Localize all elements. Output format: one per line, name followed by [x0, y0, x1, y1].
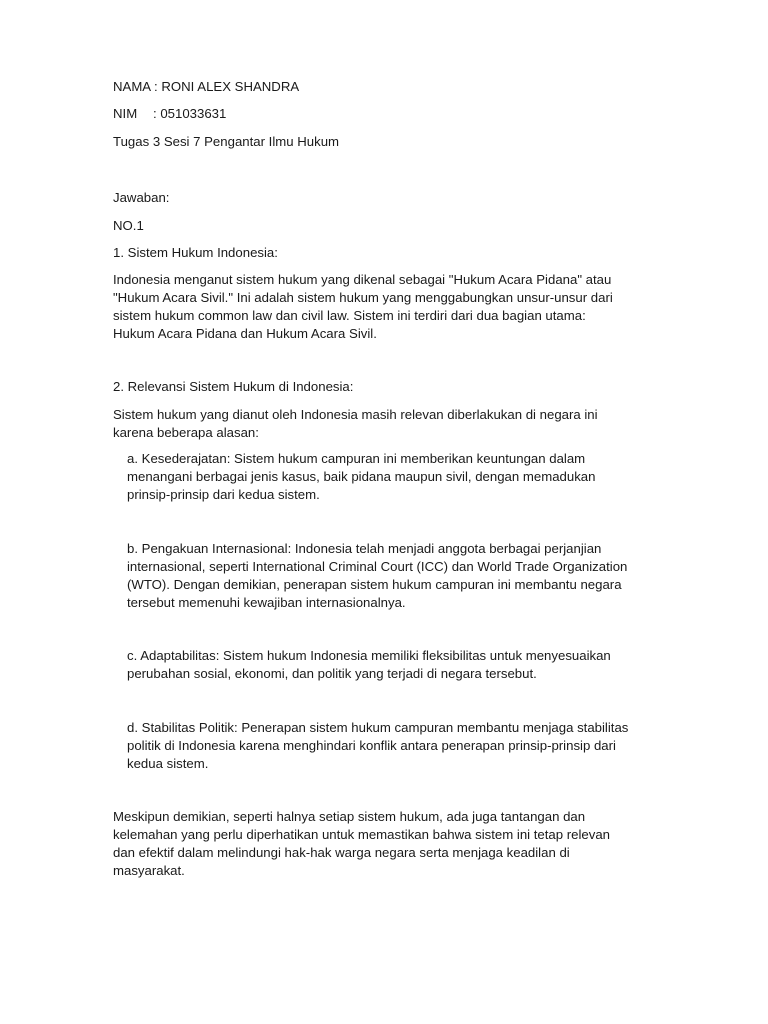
paragraph-line: Meskipun demikian, seperti halnya setiap sistem hukum, ada juga tantangan dan	[113, 809, 586, 824]
item-line: internasional, seperti International Criminal Court (ICC) dan World Trade Organization	[127, 559, 628, 574]
item-line: d. Stabilitas Politik: Penerapan sistem hukum campuran membantu menjaga stabilitas	[127, 720, 629, 735]
section-2-heading: 2. Relevansi Sistem Hukum di Indonesia:	[113, 379, 354, 394]
item-line: (WTO). Dengan demikian, penerapan sistem hukum campuran ini membantu negara	[127, 577, 622, 592]
paragraph-line: kelemahan yang perlu diperhatikan untuk memastikan bahwa sistem ini tetap relevan	[113, 827, 611, 842]
item-line: menangani berbagai jenis kasus, baik pidana maupun sivil, dengan memadukan	[127, 469, 596, 484]
item-line: perubahan sosial, ekonomi, dan politik yang terjadi di negara tersebut.	[127, 666, 537, 681]
paragraph-line: karena beberapa alasan:	[113, 425, 259, 440]
reason-item-d	[127, 719, 657, 773]
paragraph-line: "Hukum Acara Sivil." Ini adalah sistem hukum yang menggabungkan unsur-unsur dari	[113, 290, 613, 305]
item-line: kedua sistem.	[127, 756, 209, 771]
section-2-intro	[113, 406, 653, 442]
item-line: tersebut memenuhi kewajiban internasionalnya.	[127, 595, 406, 610]
reason-item-c	[127, 647, 657, 683]
nim-label: NIM	[113, 106, 138, 121]
item-line: politik di Indonesia karena menghindari konflik antara penerapan prinsip-prinsip dari	[127, 738, 616, 753]
item-line: prinsip-prinsip dari kedua sistem.	[127, 487, 320, 502]
question-number: NO.1	[113, 218, 144, 233]
nim-value: : 051033631	[153, 106, 227, 121]
section-1-paragraph	[113, 271, 653, 343]
paragraph-line: masyarakat.	[113, 863, 185, 878]
student-nim	[113, 105, 226, 123]
item-line: a. Kesederajatan: Sistem hukum campuran ini memberikan keuntungan dalam	[127, 451, 586, 466]
reason-item-b	[127, 540, 657, 612]
paragraph-line: Sistem hukum yang dianut oleh Indonesia masih relevan diberlakukan di negara ini	[113, 407, 598, 422]
closing-paragraph	[113, 808, 653, 880]
paragraph-line: dan efektif dalam melindungi hak-hak warga negara serta menjaga keadilan di	[113, 845, 570, 860]
item-line: c. Adaptabilitas: Sistem hukum Indonesia memiliki fleksibilitas untuk menyesuaikan	[127, 648, 611, 663]
paragraph-line: Hukum Acara Pidana dan Hukum Acara Sivil.	[113, 326, 377, 341]
paragraph-line: sistem hukum common law dan civil law. Sistem ini terdiri dari dua bagian utama:	[113, 308, 586, 323]
answer-label: Jawaban:	[113, 190, 170, 205]
reason-item-a	[127, 450, 657, 504]
section-1-heading: 1. Sistem Hukum Indonesia:	[113, 245, 278, 260]
student-name: NAMA : RONI ALEX SHANDRA	[113, 79, 300, 94]
paragraph-line: Indonesia menganut sistem hukum yang dikenal sebagai "Hukum Acara Pidana" atau	[113, 272, 612, 287]
assignment-title: Tugas 3 Sesi 7 Pengantar Ilmu Hukum	[113, 134, 340, 149]
item-line: b. Pengakuan Internasional: Indonesia telah menjadi anggota berbagai perjanjian	[127, 541, 602, 556]
